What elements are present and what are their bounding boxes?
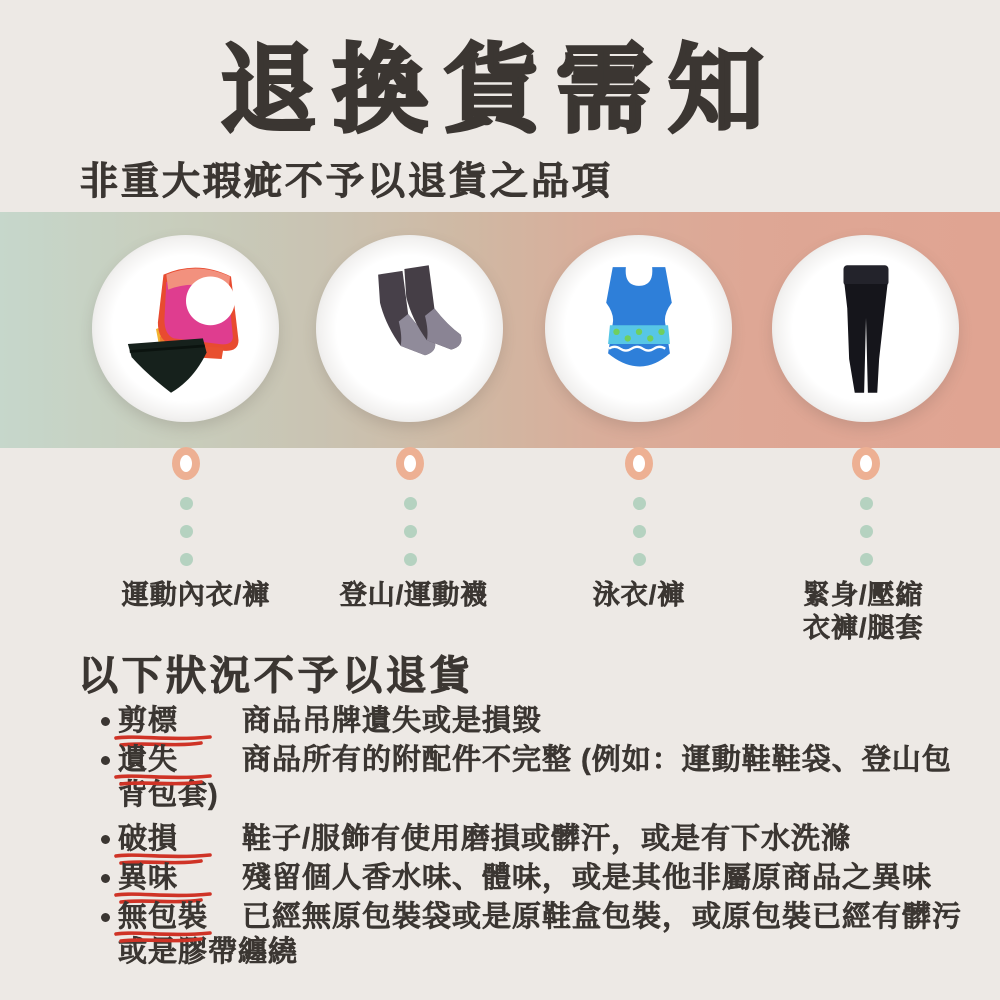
page-subtitle: 非重大瑕疵不予以退貨之品項 bbox=[80, 161, 614, 203]
bullet-dot bbox=[101, 913, 110, 922]
connector-dot bbox=[633, 525, 646, 538]
connector-dot bbox=[860, 525, 873, 538]
bullet-dot bbox=[101, 756, 110, 765]
bullet-description: 商品吊牌遺失或是損毀 bbox=[242, 705, 543, 737]
bullet-item-no-packaging bbox=[118, 900, 974, 970]
connector-ring-3 bbox=[625, 447, 653, 480]
connector-dot bbox=[860, 553, 873, 566]
bullet-description: 殘留個人香水味、體味，或是其他非屬原商品之異味 bbox=[242, 862, 933, 894]
connector-dot bbox=[633, 497, 646, 510]
bullet-description: 已經無原包裝袋或是原鞋盒包裝，或原包裝已經有髒污或是膠帶纏繞 bbox=[118, 901, 963, 968]
connector-dot bbox=[180, 497, 193, 510]
bullet-item-cut-label bbox=[118, 704, 974, 739]
section-heading: 以下狀況不予以退貨 bbox=[78, 654, 474, 698]
red-underline-scribble bbox=[113, 773, 213, 788]
swimsuit-image bbox=[564, 254, 714, 404]
product-circle-sports-underwear bbox=[92, 235, 279, 422]
connector-dot bbox=[180, 525, 193, 538]
leggings-image bbox=[791, 254, 941, 404]
bullet-description: 商品所有的附配件不完整 (例如：運動鞋鞋袋、登山包背包套) bbox=[118, 744, 952, 811]
red-underline-scribble bbox=[113, 930, 213, 945]
bullet-item-damaged bbox=[118, 822, 974, 857]
connector-dot bbox=[404, 525, 417, 538]
bullet-keyword: 剪標 bbox=[118, 704, 242, 739]
bullet-description: 鞋子/服飾有使用磨損或髒汗，或是有下水洗滌 bbox=[242, 823, 852, 855]
bullet-dot bbox=[101, 835, 110, 844]
sports-bra-and-briefs-image bbox=[111, 254, 261, 404]
connector-dot bbox=[180, 553, 193, 566]
item-label-compression-wear bbox=[803, 579, 924, 645]
bullet-keyword: 異味 bbox=[118, 861, 242, 896]
bullet-keyword: 無包裝 bbox=[118, 900, 242, 935]
product-circle-swimsuit bbox=[545, 235, 732, 422]
item-label-line2: 衣褲/腿套 bbox=[803, 613, 924, 643]
item-label-socks: 登山/運動襪 bbox=[339, 580, 489, 610]
connector-dot bbox=[860, 497, 873, 510]
bullet-keyword: 遺失 bbox=[118, 743, 242, 778]
item-label-swimwear: 泳衣/褲 bbox=[592, 580, 686, 610]
bullet-dot bbox=[101, 874, 110, 883]
connector-ring-4 bbox=[852, 447, 880, 480]
item-label-line1: 緊身/壓縮 bbox=[803, 580, 924, 610]
product-circle-leggings bbox=[772, 235, 959, 422]
item-label-sports-underwear: 運動內衣/褲 bbox=[121, 580, 271, 610]
bullet-dot bbox=[101, 717, 110, 726]
bullet-keyword: 破損 bbox=[118, 822, 242, 857]
bullet-item-odor bbox=[118, 861, 974, 896]
bullet-item-missing-accessories bbox=[118, 743, 974, 813]
connector-ring-1 bbox=[172, 447, 200, 480]
connector-dot bbox=[633, 553, 646, 566]
page-title: 退換貨需知 bbox=[220, 37, 780, 144]
no-return-bullet-list bbox=[118, 704, 974, 974]
product-circle-socks bbox=[316, 235, 503, 422]
connector-dot bbox=[404, 497, 417, 510]
connector-ring-2 bbox=[396, 447, 424, 480]
connector-dot bbox=[404, 553, 417, 566]
socks-image bbox=[335, 254, 485, 404]
